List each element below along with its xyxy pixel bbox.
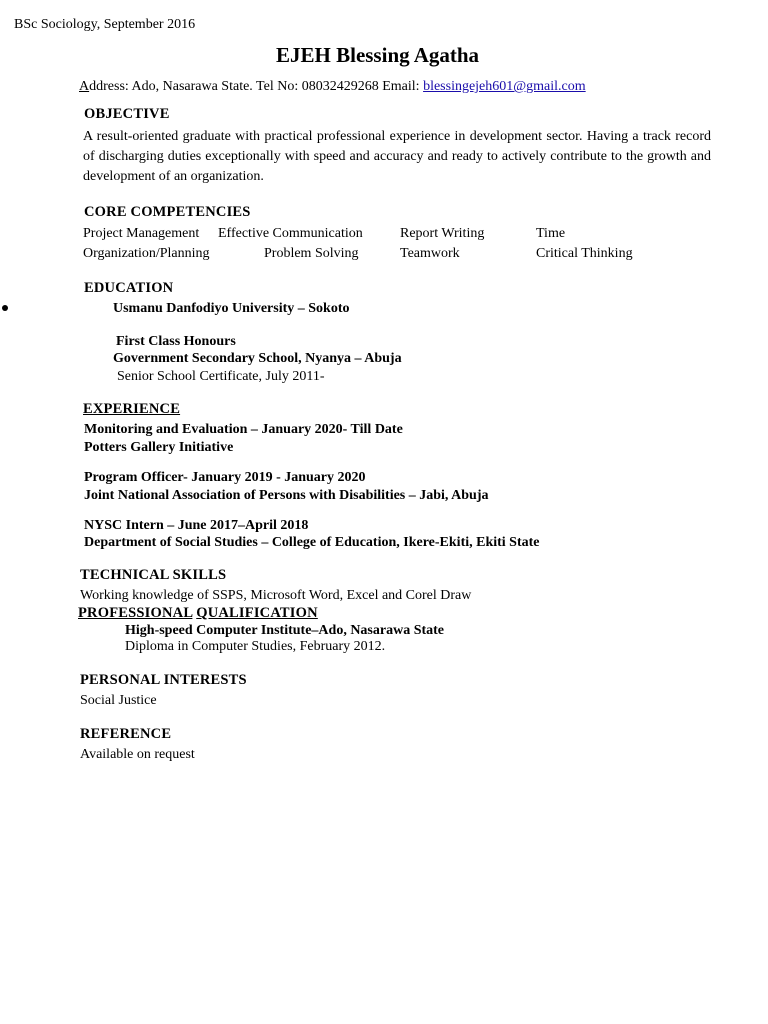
competency-item: Project Management	[83, 226, 200, 241]
job-organization: Department of Social Studies – College of Education, Ikere-Ekiti, Ekiti State	[84, 535, 540, 550]
experience-heading: EXPERIENCE	[83, 401, 181, 417]
email-link[interactable]: blessingejeh601@gmail.com	[423, 79, 586, 94]
honours: First Class Honours	[116, 334, 236, 349]
institute: High-speed Computer Institute–Ado, Nasarawa State	[125, 623, 445, 638]
reference-text: Available on request	[80, 747, 195, 762]
candidate-name: EJEH Blessing Agatha	[276, 43, 480, 67]
competency-item: Problem Solving	[264, 246, 359, 261]
technical-heading: TECHNICAL SKILLS	[80, 567, 227, 583]
address-initial: A	[79, 79, 90, 94]
secondary-school: Government Secondary School, Nyanya – Abuja	[113, 351, 402, 366]
professional-heading-word: QUALIFICATION	[196, 605, 318, 621]
professional-heading-word: PROFESSIONAL	[78, 605, 193, 621]
job-organization: Potters Gallery Initiative	[84, 440, 234, 455]
degree-line: BSc Sociology, September 2016	[14, 17, 196, 32]
technical-text: Working knowledge of SSPS, Microsoft Word, Excel and Corel Draw	[80, 588, 472, 603]
education-heading: EDUCATION	[84, 280, 174, 296]
competency-item: Organization/Planning	[83, 246, 210, 261]
professional-heading	[78, 606, 318, 621]
diploma: Diploma in Computer Studies, February 2012.	[125, 639, 386, 654]
job-title: Monitoring and Evaluation – January 2020- Till Date	[84, 422, 403, 437]
reference-heading: REFERENCE	[80, 726, 172, 742]
objective-text: A result-oriented graduate with practical professional experience in development sector. Having a track record of discharging duties exceptionally with speed and accuracy and ready to actively contribute to the growth and development of an organization.	[83, 129, 711, 184]
interests-heading: PERSONAL INTERESTS	[80, 672, 247, 688]
competency-item: Time	[536, 226, 566, 241]
bullet-icon	[2, 305, 8, 311]
job-organization: Joint National Association of Persons with Disabilities – Jabi, Abuja	[84, 488, 489, 503]
university: Usmanu Danfodiyo University – Sokoto	[113, 301, 350, 316]
objective-heading: OBJECTIVE	[84, 106, 170, 122]
certificate: Senior School Certificate, July 2011-	[117, 369, 325, 384]
job-title: NYSC Intern – June 2017–April 2018	[84, 518, 309, 533]
competency-item: Effective Communication	[218, 226, 363, 241]
contact-details: ddress: Ado, Nasarawa State. Tel No: 08032429268 Email:	[89, 79, 424, 94]
competency-item: Critical Thinking	[536, 246, 633, 261]
competency-item: Teamwork	[400, 246, 460, 261]
competencies-heading: CORE COMPETENCIES	[84, 204, 251, 220]
interests-text: Social Justice	[80, 693, 157, 708]
job-title: Program Officer- January 2019 - January 2020	[84, 470, 366, 485]
competency-item: Report Writing	[400, 226, 485, 241]
contact-line	[79, 80, 586, 94]
